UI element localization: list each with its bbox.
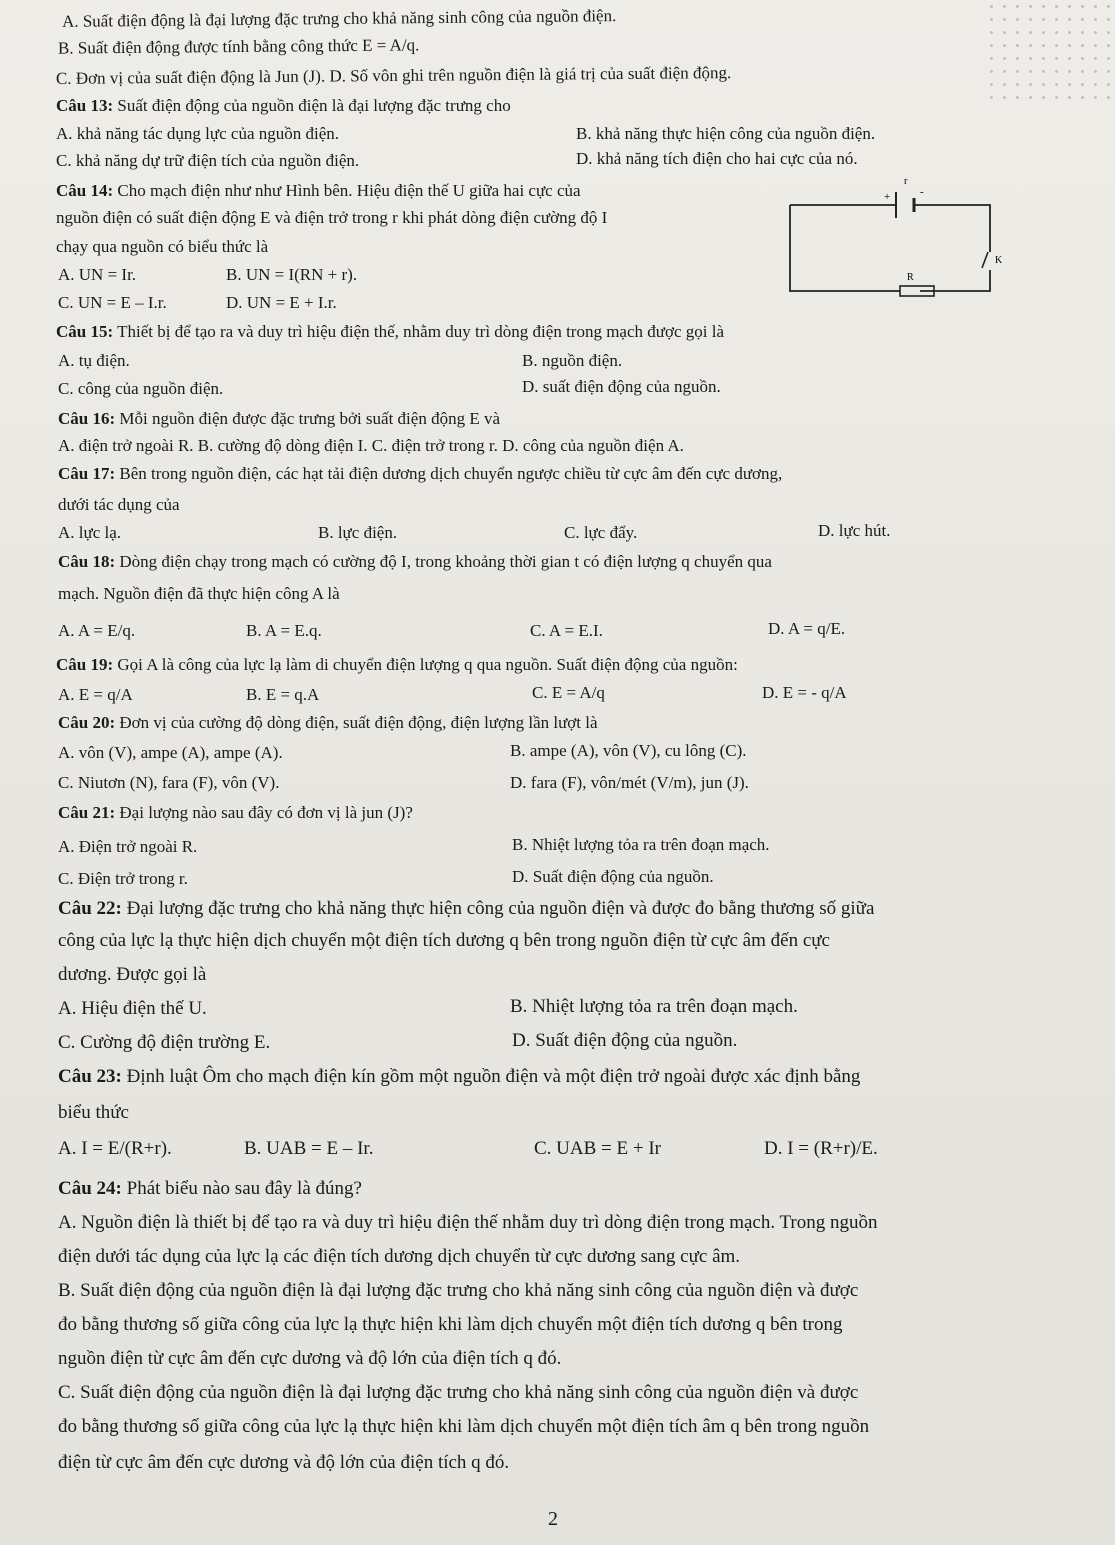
switch-lever bbox=[982, 252, 988, 268]
question-number: Câu 16: bbox=[58, 409, 116, 428]
q22-option-b: B. Nhiệt lượng tỏa ra trên đoạn mạch. bbox=[510, 996, 798, 1017]
q18-option-d: D. A = q/E. bbox=[768, 619, 846, 638]
q24-text: Câu 24: Phát biểu nào sau đây là đúng? bbox=[58, 1178, 362, 1199]
q17-option-c: C. lực đẩy. bbox=[564, 523, 638, 542]
q15-option-d: D. suất điện động của nguồn. bbox=[522, 377, 721, 396]
q19-option-a: A. E = q/A bbox=[58, 685, 133, 704]
q13-text: Câu 13: Suất điện động của nguồn điện là đại lượng đặc trưng cho bbox=[56, 96, 511, 115]
q13-option-a: A. khả năng tác dụng lực của nguồn điện. bbox=[56, 124, 340, 143]
q14-option-a: A. UN = Ir. bbox=[58, 265, 137, 284]
circuit-wire bbox=[790, 205, 990, 291]
q24-b-line2: đo bằng thương số giữa công của lực lạ thực hiện khi làm dịch chuyển một điện tích dương q bên trong bbox=[58, 1314, 843, 1335]
q21-option-b: B. Nhiệt lượng tỏa ra trên đoạn mạch. bbox=[512, 835, 770, 854]
question-number: Câu 20: bbox=[58, 713, 116, 732]
q23-option-a: A. I = E/(R+r). bbox=[58, 1138, 172, 1159]
q24-c-line1: C. Suất điện động của nguồn điện là đại lượng đặc trưng cho khả năng sinh công của nguồn điện và được bbox=[58, 1382, 859, 1403]
q20-option-d: D. fara (F), vôn/mét (V/m), jun (J). bbox=[510, 773, 749, 792]
q16-options: A. điện trở ngoài R. B. cường độ dòng điện I. C. điện trở trong r. D. công của nguồn điện A. bbox=[58, 436, 684, 455]
q21-text: Câu 21: Đại lượng nào sau đây có đơn vị là jun (J)? bbox=[58, 803, 413, 822]
q23-option-b: B. UAB = E – Ir. bbox=[244, 1138, 374, 1159]
q18-option-a: A. A = E/q. bbox=[58, 621, 136, 640]
q19-option-c: C. E = A/q bbox=[532, 683, 605, 702]
question-number: Câu 18: bbox=[58, 552, 116, 571]
q14-line2: nguồn điện có suất điện động E và điện trở trong r khi phát dòng điện cường độ I bbox=[56, 208, 608, 227]
dot-pattern bbox=[985, 0, 1115, 100]
q17-line2: dưới tác dụng của bbox=[58, 495, 180, 514]
q14-option-d: D. UN = E + I.r. bbox=[226, 293, 337, 312]
q12-option-b: B. Suất điện động được tính bằng công thức E = A/q. bbox=[57, 35, 420, 58]
q23-line1: Câu 23: Định luật Ôm cho mạch điện kín gồm một nguồn điện và một điện trở ngoài được xác định bằng bbox=[58, 1066, 861, 1087]
q14-line3: chạy qua nguồn có biểu thức là bbox=[56, 237, 269, 256]
q17-line1: Câu 17: Bên trong nguồn điện, các hạt tải điện dương dịch chuyển ngược chiều từ cực âm đến cực dương, bbox=[58, 464, 783, 483]
minus-label: - bbox=[920, 186, 924, 198]
q12-option-cd: C. Đơn vị của suất điện động là Jun (J). D. Số vôn ghi trên nguồn điện là giá trị của suất điện động. bbox=[55, 63, 732, 88]
q24-b-line3: nguồn điện từ cực âm đến cực dương và độ lớn của điện tích q đó. bbox=[58, 1348, 562, 1369]
q16-text: Câu 16: Mỗi nguồn điện được đặc trưng bởi suất điện động E và bbox=[58, 409, 500, 428]
q14-option-c: C. UN = E – I.r. bbox=[58, 293, 167, 312]
q14-option-b: B. UN = I(RN + r). bbox=[226, 265, 358, 284]
q24-c-line3: điện từ cực âm đến cực dương và độ lớn của điện tích q đó. bbox=[58, 1452, 510, 1473]
circuit-diagram bbox=[770, 170, 1010, 300]
q12-option-a: A. Suất điện động là đại lượng đặc trưng cho khả năng sinh công của nguồn điện. bbox=[61, 6, 617, 31]
q24-b-line1: B. Suất điện động của nguồn điện là đại lượng đặc trưng cho khả năng sinh công của nguồn điện và được bbox=[58, 1280, 859, 1301]
q19-option-b: B. E = q.A bbox=[246, 685, 320, 704]
q15-option-a: A. tụ điện. bbox=[58, 351, 130, 370]
q13-stem: Suất điện động của nguồn điện là đại lượng đặc trưng cho bbox=[117, 96, 511, 115]
resistor-label: R bbox=[907, 272, 914, 283]
q18-line2: mạch. Nguồn điện đã thực hiện công A là bbox=[58, 584, 340, 603]
q18-option-b: B. A = E.q. bbox=[246, 621, 322, 640]
question-number: Câu 24: bbox=[58, 1178, 122, 1199]
q22-line3: dương. Được gọi là bbox=[58, 964, 207, 985]
q19-option-d: D. E = - q/A bbox=[762, 683, 847, 702]
q18-option-c: C. A = E.I. bbox=[530, 621, 603, 640]
question-number: Câu 21: bbox=[58, 803, 116, 822]
q24-a-line2: điện dưới tác dụng của lực lạ các điện tích dương dịch chuyển từ cực dương sang cực âm. bbox=[58, 1246, 741, 1267]
q13-option-b: B. khả năng thực hiện công của nguồn điện. bbox=[576, 124, 876, 143]
q20-text: Câu 20: Đơn vị của cường độ dòng điện, suất điện động, điện lượng lần lượt là bbox=[58, 713, 598, 732]
q21-option-d: D. Suất điện động của nguồn. bbox=[512, 867, 714, 886]
q24-c-line2: đo bằng thương số giữa công của lực lạ thực hiện khi làm dịch chuyển một điện tích âm q bên trong nguồn bbox=[58, 1416, 870, 1437]
q18-line1: Câu 18: Dòng điện chạy trong mạch có cường độ I, trong khoảng thời gian t có điện lượng q chuyển qua bbox=[58, 552, 772, 571]
switch-label: K bbox=[995, 255, 1003, 266]
question-number: Câu 14: bbox=[56, 181, 114, 200]
plus-label: + bbox=[884, 191, 891, 203]
q22-option-d: D. Suất điện động của nguồn. bbox=[512, 1030, 738, 1051]
question-number: Câu 17: bbox=[58, 464, 116, 483]
question-number: Câu 15: bbox=[56, 322, 114, 341]
q13-option-c: C. khả năng dự trữ điện tích của nguồn điện. bbox=[56, 151, 360, 170]
q22-line2: công của lực lạ thực hiện dịch chuyển một điện tích dương q bên trong nguồn điện từ cực âm đến cực bbox=[58, 930, 830, 951]
q22-line1: Câu 22: Đại lượng đặc trưng cho khả năng thực hiện công của nguồn điện và được đo bằng thương số giữa bbox=[58, 898, 875, 919]
q14-line1: Câu 14: Cho mạch điện như như Hình bên. Hiệu điện thế U giữa hai cực của bbox=[56, 181, 581, 200]
q21-option-c: C. Điện trở trong r. bbox=[58, 869, 188, 888]
q19-text: Câu 19: Gọi A là công của lực lạ làm di chuyển điện lượng q qua nguồn. Suất điện động của nguồn: bbox=[56, 655, 738, 674]
question-number: Câu 23: bbox=[58, 1066, 122, 1087]
q15-option-c: C. công của nguồn điện. bbox=[58, 379, 224, 398]
q13-option-d: D. khả năng tích điện cho hai cực của nó. bbox=[576, 149, 858, 168]
q23-option-c: C. UAB = E + Ir bbox=[534, 1138, 661, 1159]
q22-option-c: C. Cường độ điện trường E. bbox=[58, 1032, 271, 1053]
q15-option-b: B. nguồn điện. bbox=[522, 351, 623, 370]
q15-text: Câu 15: Thiết bị để tạo ra và duy trì hiệu điện thế, nhằm duy trì dòng điện trong mạch được gọi là bbox=[56, 322, 725, 341]
q23-line2: biểu thức bbox=[58, 1102, 129, 1123]
q20-option-c: C. Niutơn (N), fara (F), vôn (V). bbox=[58, 773, 280, 792]
q17-option-a: A. lực lạ. bbox=[58, 523, 122, 542]
q24-a-line1: A. Nguồn điện là thiết bị để tạo ra và duy trì hiệu điện thế nhằm duy trì dòng điện trong mạch. Trong nguồn bbox=[58, 1212, 878, 1233]
q17-option-b: B. lực điện. bbox=[318, 523, 398, 542]
page-number: 2 bbox=[548, 1508, 558, 1530]
q22-option-a: A. Hiệu điện thế U. bbox=[58, 998, 207, 1019]
q21-option-a: A. Điện trở ngoài R. bbox=[58, 837, 198, 856]
q20-option-b: B. ampe (A), vôn (V), cu lông (C). bbox=[510, 741, 747, 760]
question-number: Câu 19: bbox=[56, 655, 114, 674]
internal-resistance-label: r bbox=[904, 176, 908, 187]
question-number: Câu 22: bbox=[58, 898, 122, 919]
q20-option-a: A. vôn (V), ampe (A), ampe (A). bbox=[58, 743, 283, 762]
q17-option-d: D. lực hút. bbox=[818, 521, 891, 540]
q23-option-d: D. I = (R+r)/E. bbox=[764, 1138, 878, 1159]
